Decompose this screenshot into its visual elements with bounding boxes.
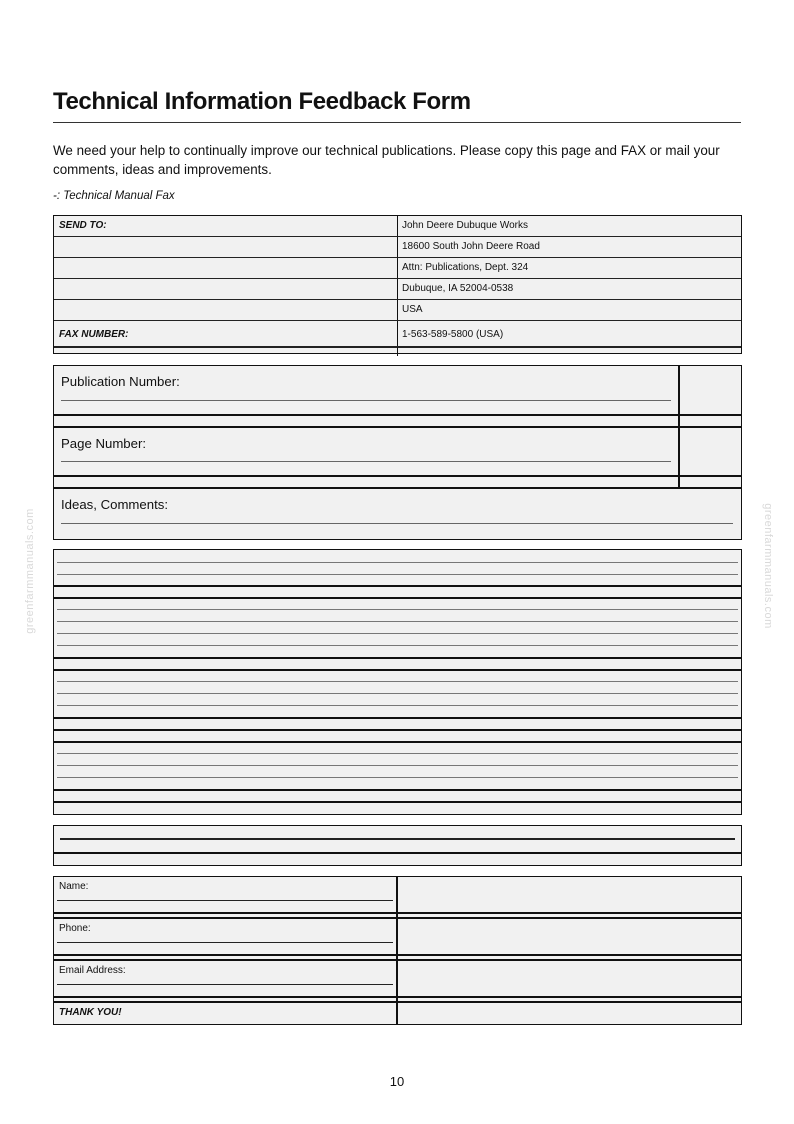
publication-number-input[interactable]: [61, 400, 671, 401]
phone-input[interactable]: [57, 942, 393, 943]
send-to-table: [53, 215, 742, 354]
ideas-comments-input[interactable]: [61, 523, 733, 524]
publication-info-box: [53, 365, 742, 540]
page-number: 10: [389, 1074, 405, 1089]
ideas-comments-label: Ideas, Comments:: [61, 497, 169, 512]
intro-text: We need your help to continually improve our technical publications. Please copy this page and FAX or mail your comments, ideas and improvements.: [53, 143, 720, 177]
comments-lines-box[interactable]: [53, 549, 742, 815]
watermark-left: greenfarmmanuals.com: [24, 508, 36, 634]
name-input[interactable]: [57, 900, 393, 901]
page-number-label: Page Number:: [61, 436, 147, 451]
page-number-input[interactable]: [61, 461, 671, 462]
name-label: Name:: [59, 881, 89, 892]
fax-number-value: 1-563-589-5800 (USA): [402, 329, 504, 340]
address-line: Dubuque, IA 52004-0538: [402, 283, 514, 294]
contact-info-table: [53, 876, 742, 1025]
address-line: Attn: Publications, Dept. 324: [402, 262, 529, 273]
page-title: Technical Information Feedback Form: [53, 88, 471, 115]
thank-you-text: THANK YOU!: [59, 1007, 122, 1018]
address-line: John Deere Dubuque Works: [402, 220, 528, 231]
extra-comment-box[interactable]: [53, 825, 742, 866]
email-input[interactable]: [57, 984, 393, 985]
address-line: 18600 South John Deere Road: [402, 241, 540, 252]
publication-number-label: Publication Number:: [61, 374, 180, 389]
watermark-right: greenfarmmanuals.com: [762, 503, 774, 629]
send-to-label: SEND TO:: [54, 216, 398, 236]
address-line: USA: [402, 304, 423, 315]
email-label: Email Address:: [59, 965, 126, 976]
title-divider: [53, 122, 741, 123]
fax-number-label: FAX NUMBER:: [54, 321, 398, 346]
fax-note: -: Technical Manual Fax: [53, 190, 175, 202]
phone-label: Phone:: [59, 923, 91, 934]
